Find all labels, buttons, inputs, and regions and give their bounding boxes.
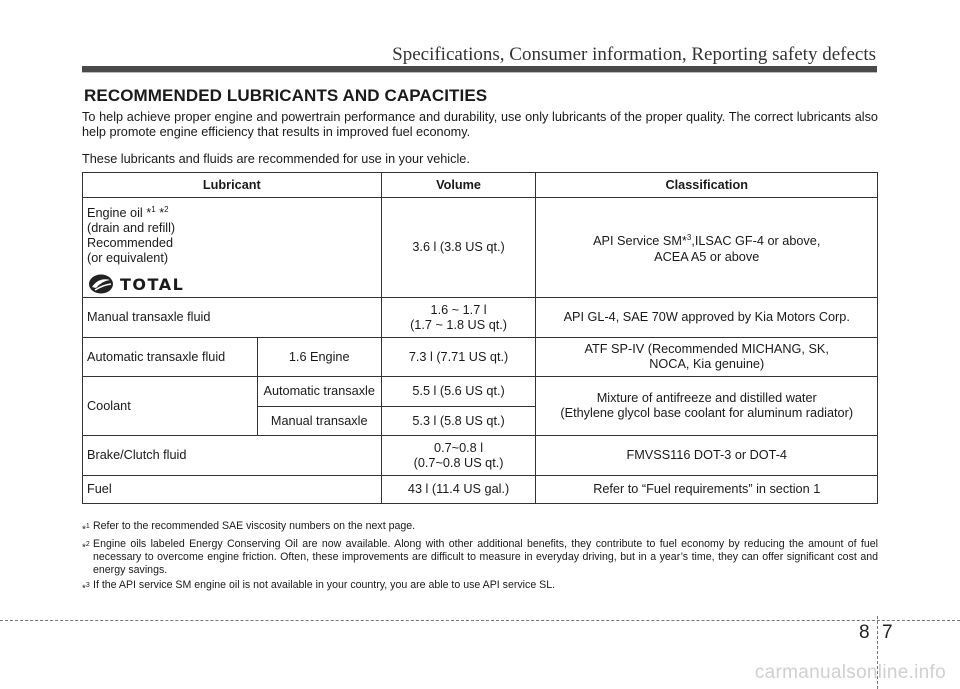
coolant-automatic-volume: 5.5 l (5.6 US qt.): [381, 377, 536, 407]
total-logo-text: TOTAL: [120, 274, 185, 294]
coolant-name: Coolant: [83, 377, 258, 436]
footnote: *$^3$ If the API service SM engine oil is not available in your country, you are able to use API service SL.: [82, 579, 556, 595]
fuel-volume: 43 l (11.4 US gal.): [381, 476, 536, 504]
page-title: RECOMMENDED LUBRICANTS AND CAPACITIES: [84, 86, 488, 105]
engine-oil-cell: [83, 198, 382, 298]
watermark: carmanualsonline.info: [754, 662, 946, 683]
coolant-classification: Mixture of antifreeze and distilled water (Ethylene glycol base coolant for aluminum radiator): [536, 377, 878, 436]
footnote: *$^1$ Refer to the recommended SAE viscosity numbers on the next page.: [82, 520, 416, 536]
header-classification: Classification: [536, 173, 878, 198]
table-row-brake-clutch: [83, 436, 878, 476]
section-title: Specifications, Consumer information, Reporting safety defects: [392, 44, 876, 65]
engine-oil-drain: (drain and refill): [87, 221, 176, 236]
engine-oil-recommended: Recommended: [87, 236, 174, 251]
engine-oil-volume: 3.6 l (3.8 US qt.): [381, 198, 536, 298]
coolant-manual-label: Manual transaxle: [257, 407, 381, 436]
page-number: 7: [882, 622, 893, 643]
fuel-classification: Refer to “Fuel requirements” in section 1: [536, 476, 878, 504]
engine-oil-classification: API Service SM*$^3$,ILSAC GF-4 or above, ACEA A5 or above: [536, 198, 878, 298]
header-volume: Volume: [381, 173, 536, 198]
table-row-coolant-automatic: [83, 377, 878, 407]
footer-rule: [0, 620, 960, 621]
fuel-name: Fuel: [83, 476, 382, 504]
table-row-engine-oil: [83, 198, 878, 298]
automatic-transaxle-name: Automatic transaxle fluid: [83, 338, 258, 377]
automatic-transaxle-engine: 1.6 Engine: [257, 338, 381, 377]
brake-clutch-classification: FMVSS116 DOT-3 or DOT-4: [536, 436, 878, 476]
total-logo-icon: [87, 273, 115, 295]
total-logo: [87, 273, 377, 295]
automatic-transaxle-volume: 7.3 l (7.71 US qt.): [381, 338, 536, 377]
page-chapter: 8: [859, 622, 870, 643]
manual-transaxle-classification: API GL-4, SAE 70W approved by Kia Motors Corp.: [536, 298, 878, 338]
brake-clutch-volume: 0.7~0.8 l (0.7~0.8 US qt.): [381, 436, 536, 476]
lubricants-table: [82, 172, 878, 504]
table-row-fuel: [83, 476, 878, 504]
coolant-automatic-label: Automatic transaxle: [257, 377, 381, 407]
table-header-row: [83, 173, 878, 198]
engine-oil-equivalent: (or equivalent): [87, 251, 169, 266]
engine-oil-name: Engine oil *$^1$ *$^2$: [87, 205, 169, 221]
usage-paragraph: These lubricants and fluids are recommended for use in your vehicle.: [82, 152, 470, 166]
table-row-automatic-transaxle: [83, 338, 878, 377]
automatic-transaxle-classification: ATF SP-IV (Recommended MICHANG, SK, NOCA, Kia genuine): [536, 338, 878, 377]
footnotes: [82, 520, 878, 598]
footnote: *$^2$ Engine oils labeled Energy Conserving Oil are now available. Along with other additional benefits, they contribute to fuel economy by reducing the amount of fuel necessary to overcome engine friction. Often, these improvements are difficult to measure in everyday driving, but in a year’s time, they can offer significant cost and energy savings.: [82, 538, 878, 577]
brake-clutch-name: Brake/Clutch fluid: [83, 436, 382, 476]
manual-transaxle-volume: 1.6 ~ 1.7 l (1.7 ~ 1.8 US qt.): [381, 298, 536, 338]
manual-transaxle-name: Manual transaxle fluid: [83, 298, 382, 338]
intro-paragraph: To help achieve proper engine and powertrain performance and durability, use only lubricants of the proper quality. The correct lubricants also help promote engine efficiency that results in improved fuel economy.: [82, 110, 878, 139]
header-lubricant: Lubricant: [83, 173, 382, 198]
table-row-manual-transaxle: [83, 298, 878, 338]
header-rule-thin: [82, 72, 877, 73]
coolant-manual-volume: 5.3 l (5.8 US qt.): [381, 407, 536, 436]
